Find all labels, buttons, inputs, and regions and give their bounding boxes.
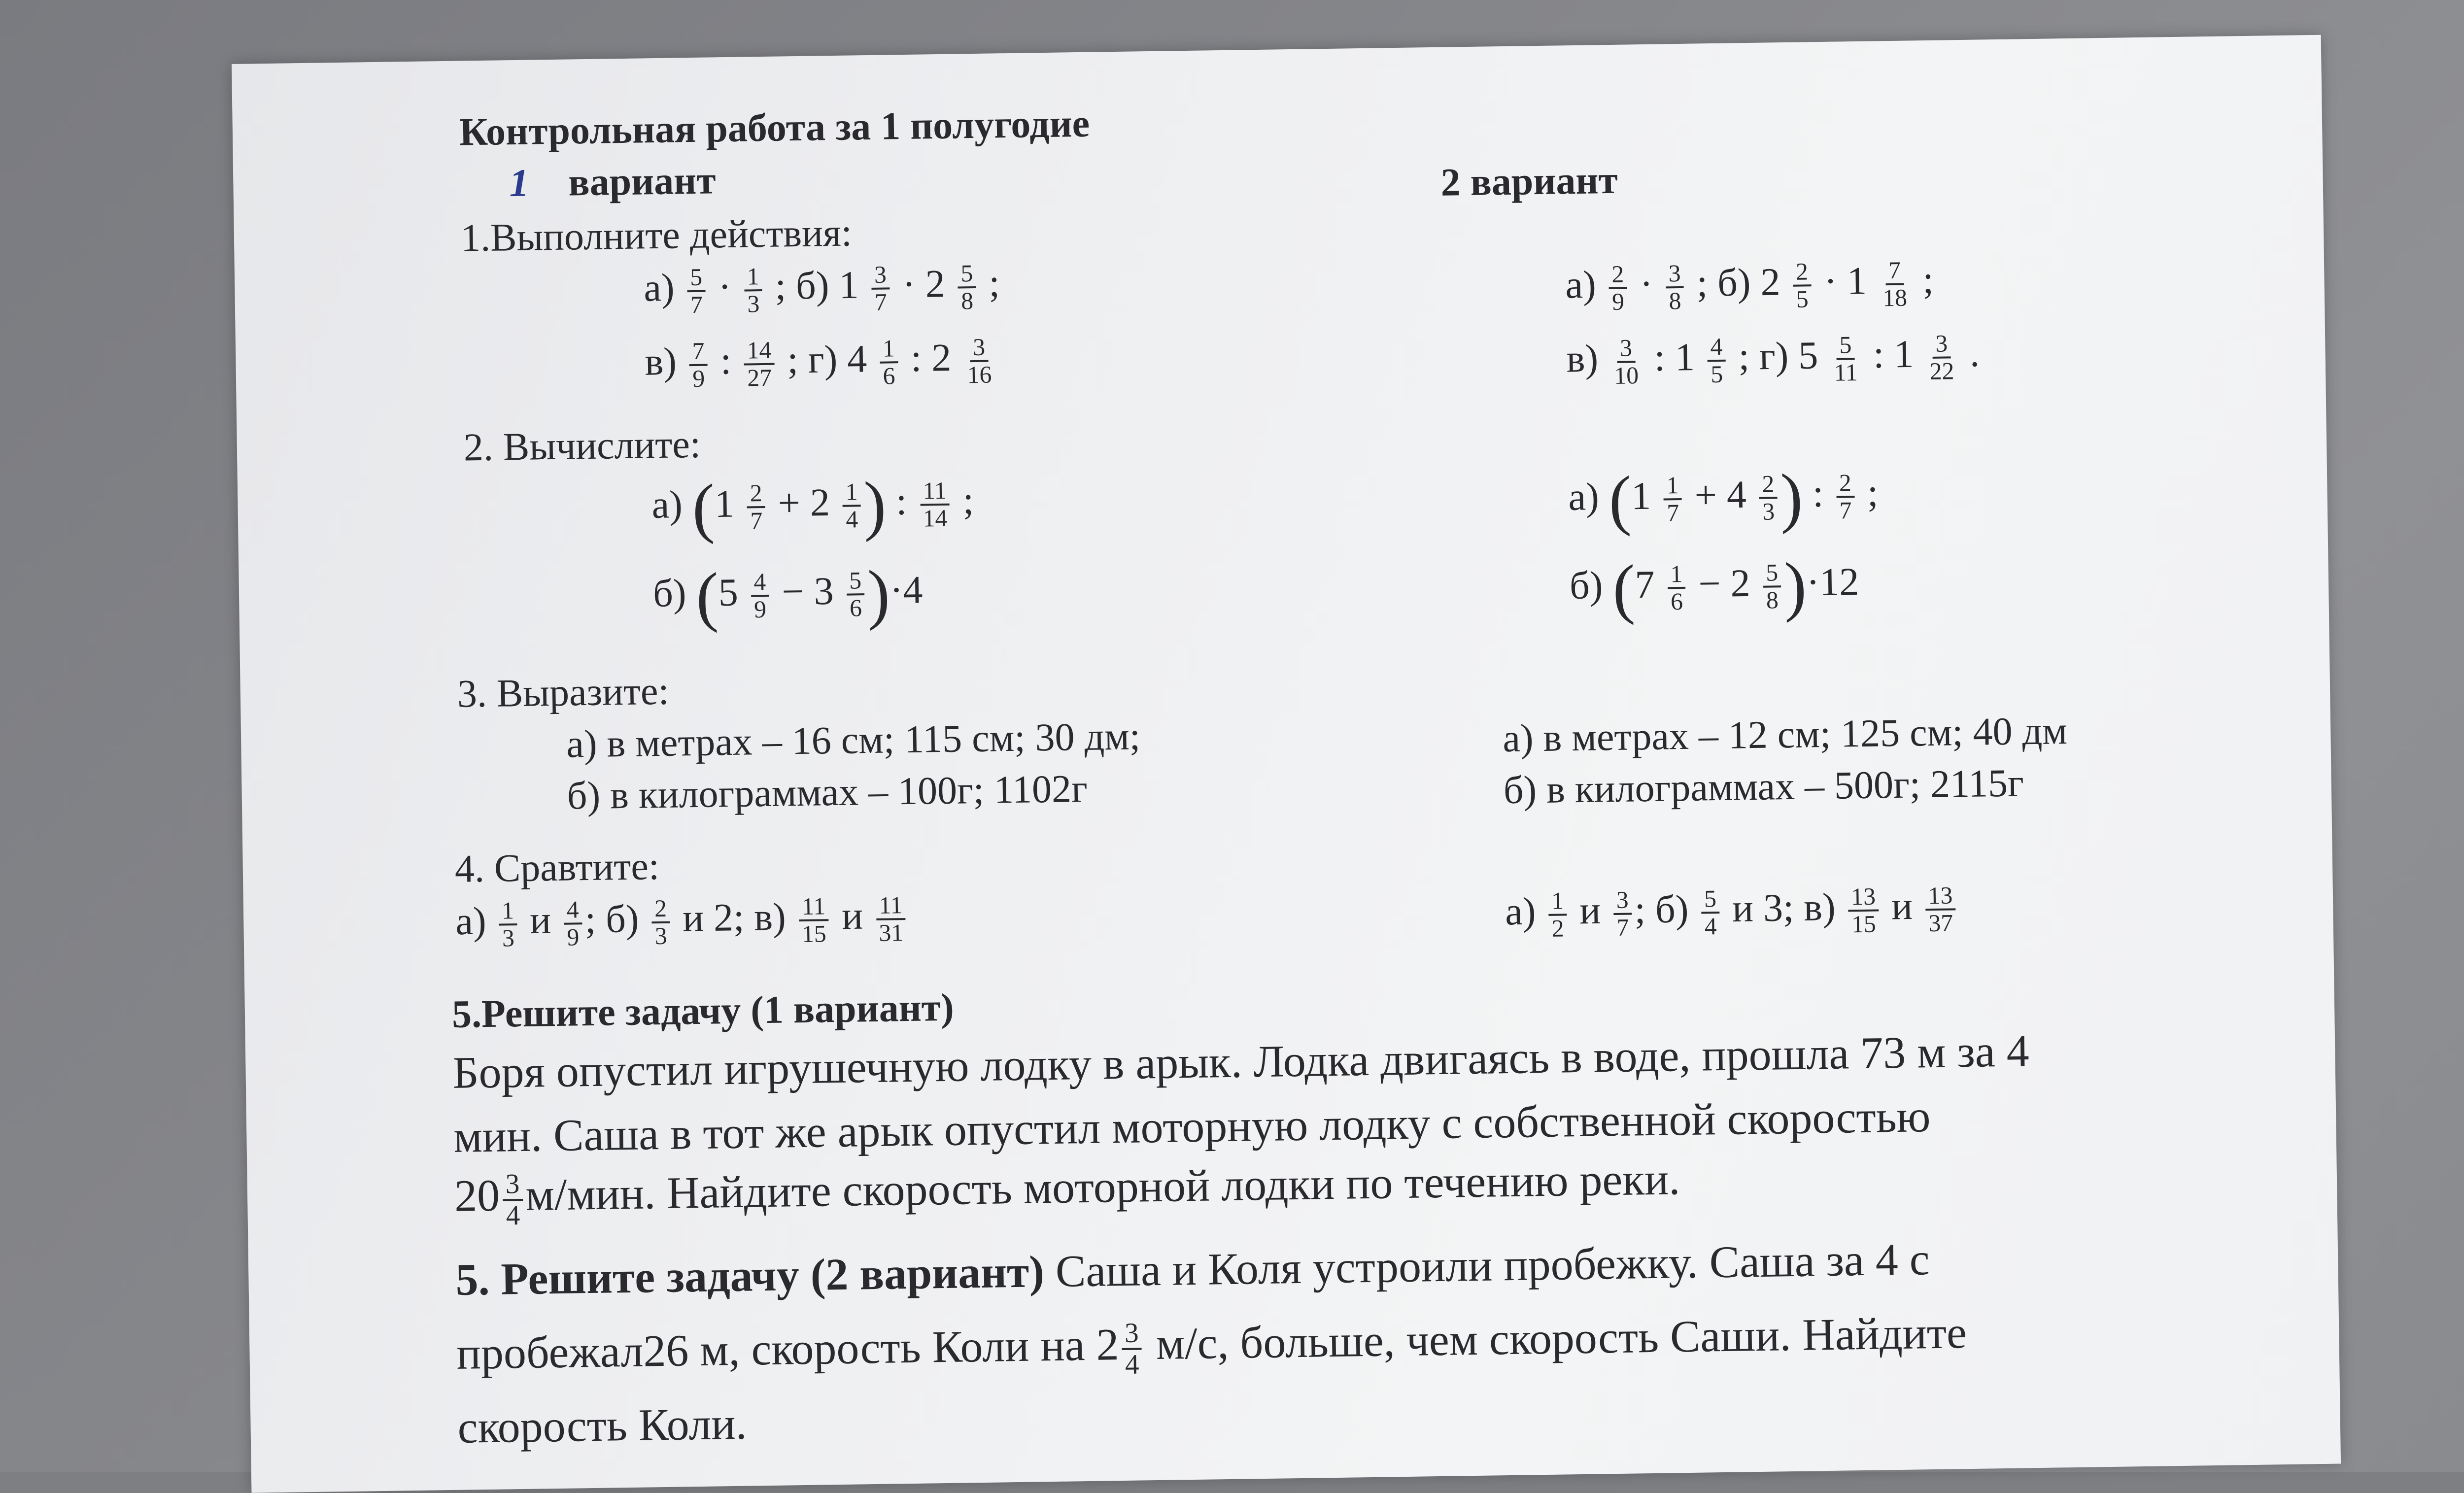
fraction: $\frac{3}{22}$ (1929, 330, 1954, 385)
fraction: $\frac{3}{8}$ (1665, 261, 1684, 314)
fraction: $\frac{14}{27}$ (744, 338, 775, 391)
variant-1-label: вариант (568, 159, 717, 204)
fraction: $\frac{3}{10}$ (1614, 334, 1639, 389)
fraction: $\frac{3}{7}$ (1613, 887, 1632, 941)
task-3-v2-a: а) в метрах – 12 см; 125 см; 40 дм (1502, 709, 2068, 761)
variant-1-heading (509, 158, 716, 206)
fraction: $\frac{2}{9}$ (1608, 262, 1627, 315)
fraction: $\frac{7}{18}$ (1882, 256, 1908, 312)
fraction: $\frac{2}{7}$ (747, 480, 765, 534)
fraction: $\frac{7}{9}$ (689, 339, 708, 392)
fraction: $\frac{2}{3}$ (651, 896, 670, 950)
fraction: $\frac{5}{7}$ (687, 265, 706, 318)
task-5a-heading: 5.Решите задачу (1 вариант) (451, 985, 955, 1036)
fraction: $\frac{13}{15}$ (1848, 884, 1879, 938)
test-paper (232, 35, 2341, 1493)
task-3-v2-b: б) в килограммах – 500г; 2115г (1503, 761, 2024, 813)
task-5b-heading: 5. Решите задачу (2 вариант) (455, 1246, 1045, 1305)
variant-2-heading: 2 вариант (1440, 158, 1618, 204)
fraction: $\frac{1}{6}$ (880, 336, 898, 389)
fraction: $\frac{5}{8}$ (958, 261, 976, 314)
fraction: $\frac{1}{3}$ (744, 264, 762, 317)
fraction: $\frac{1}{3}$ (499, 898, 517, 951)
handwritten-correction: 1 (509, 161, 530, 205)
fraction: $\frac{2}{3}$ (1759, 472, 1778, 525)
fraction: $\frac{5}{6}$ (846, 568, 865, 622)
task-2-v1-a: а) (1 $\frac{2}{7}$ + 2 $\frac{1}{4}$ ) : $\frac{11}{14}$ ; (651, 468, 974, 545)
fraction: $\frac{2}{7}$ (1836, 470, 1855, 524)
fraction: $\frac{4}{9}$ (563, 897, 582, 950)
fraction: $\frac{3}{7}$ (871, 262, 890, 315)
task-5a-line-1: Боря опустил игрушечную лодку в арык. Лодка двигаясь в воде, прошла 73 м за 4 (452, 1025, 2030, 1098)
fraction: $\frac{5}{8}$ (1763, 560, 1781, 614)
task-3-v1-b: б) в килограммах – 100г; 1102г (567, 767, 1088, 818)
task-2-v2-a: а) (1 $\frac{1}{7}$ + 4 $\frac{2}{3}$ ) : $\frac{2}{7}$ ; (1568, 460, 1879, 538)
fraction: $\frac{1}{7}$ (1663, 473, 1682, 526)
task-5b-line-1: 5. Решите задачу (2 вариант) Саша и Коля устроили пробежку. Саша за 4 с (455, 1234, 1930, 1305)
task-2-heading: 2. Вычислите: (463, 422, 701, 470)
task-3-v1-a: а) в метрах – 16 см; 115 см; 30 дм; (566, 714, 1141, 766)
task-1-v1-row2: в) $\frac{7}{9}$ : $\frac{14}{27}$ ; г) 4 $\frac{1}{6}$ : 2 $\frac{3}{16}$ (645, 334, 998, 392)
task-5a-line-3: 20 $\frac{3}{4}$ м/мин. Найдите скорость моторной лодки по течению реки. (454, 1154, 1680, 1231)
task-5a-line-2: мин. Саша в тот же арык опустил моторную лодку с собственной скоростью (453, 1091, 1931, 1162)
fraction: $\frac{11}{15}$ (798, 893, 829, 947)
task-5b-line-3: скорость Коли. (457, 1398, 748, 1453)
fraction: $\frac{3}{16}$ (967, 333, 992, 389)
page-title: Контрольная работа за 1 полугодие (459, 102, 1090, 154)
task-2-v2-b: б) (7 $\frac{1}{6}$ − 2 $\frac{5}{8}$ )·12 (1569, 549, 1859, 626)
task-4-heading: 4. Сравтите: (454, 845, 660, 891)
fraction: $\frac{4}{5}$ (1707, 334, 1726, 388)
fraction: $\frac{11}{31}$ (875, 892, 906, 946)
item-label: а) (643, 266, 675, 310)
fraction: $\frac{5}{4}$ (1701, 886, 1720, 940)
fraction: $\frac{5}{11}$ (1834, 331, 1858, 386)
fraction: $\frac{2}{5}$ (1793, 259, 1812, 312)
task-1-heading: 1.Выполните действия: (460, 211, 853, 260)
fraction: $\frac{1}{2}$ (1548, 888, 1567, 942)
fraction: $\frac{11}{14}$ (920, 478, 951, 532)
fraction: $\frac{4}{9}$ (751, 569, 769, 623)
task-3-heading: 3. Выразите: (457, 669, 670, 716)
fraction: $\frac{13}{37}$ (1925, 882, 1956, 936)
task-1-v2-row1: а) $\frac{2}{9}$ · $\frac{3}{8}$ ; б) 2 $\frac{2}{5}$ · 1 $\frac{7}{18}$ ; (1565, 256, 1934, 315)
task-4-v1: а) $\frac{1}{3}$ и $\frac{4}{9}$ ; б) $\frac{2}{3}$ и 2; в) $\frac{11}{15}$ и $\frac{11}{31}$ (455, 892, 910, 952)
task-5b-line-2: пробежал26 м, скорость Коли на 2 $\frac{3}{4}$ м/с, больше, чем скорость Саши. Найдите (456, 1307, 1967, 1380)
task-1-v1-row1: а) $\frac{5}{7}$ · $\frac{1}{3}$ ; б) 1 $\frac{3}{7}$ · 2 $\frac{5}{8}$ ; (643, 260, 1000, 319)
fraction: $\frac{1}{6}$ (1667, 561, 1686, 615)
task-2-v1-b: б) (5 $\frac{4}{9}$ − 3 $\frac{5}{6}$ )·4 (652, 557, 923, 634)
task-1-v2-row2: в) $\frac{3}{10}$ : 1 $\frac{4}{5}$ ; г) 5 $\frac{5}{11}$ : 1 $\frac{3}{22}$ . (1566, 330, 1980, 389)
fraction: $\frac{1}{4}$ (842, 479, 861, 533)
task-4-v2: а) $\frac{1}{2}$ и $\frac{3}{7}$ ; б) $\frac{5}{4}$ и 3; в) $\frac{13}{15}$ и $\frac{13}{37}$ (1505, 882, 1959, 942)
fraction: $\frac{3}{4}$ (1122, 1318, 1142, 1379)
fraction: $\frac{3}{4}$ (502, 1169, 523, 1230)
